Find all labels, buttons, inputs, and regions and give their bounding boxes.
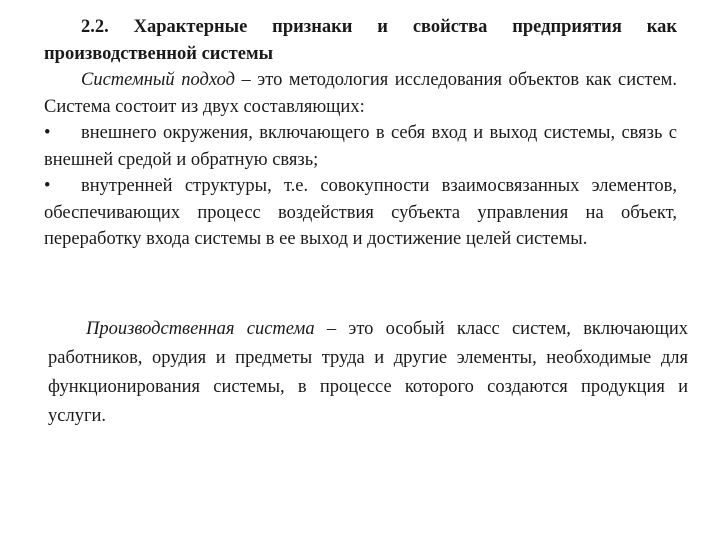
bullet-icon: • [44,176,51,196]
list-item-text: внешнего окружения, включающего в себя вход и выход системы, связь с внешней средой и обратную связь; [44,123,677,170]
production-system-block [48,315,688,431]
section-block [44,14,677,253]
production-system-term: Производственная система [86,319,315,339]
system-approach-paragraph [44,67,677,120]
list-item-text: внутренней структуры, т.е. совокупности взаимосвязанных элементов, обеспечивающих процесс воздействия субъекта управления на объект, переработку входа системы в ее выход и достижение целей системы. [44,176,677,249]
list-item [44,120,677,173]
list-item [44,173,677,253]
production-system-paragraph [48,315,688,431]
section-heading: 2.2. Характерные признаки и свойства предприятия как производственной системы [44,17,677,64]
bullet-icon: • [44,123,51,143]
production-system-definition: – это особый класс систем, включающих работников, орудия и предметы труда и другие элементы, необходимые для функционирования системы, в процессе которого создаются продукция и услуги. [48,319,688,426]
system-approach-term: Системный подход [81,70,235,90]
system-approach-definition: – это методология исследования объектов как систем. Система состоит из двух составляющих: [44,70,677,117]
